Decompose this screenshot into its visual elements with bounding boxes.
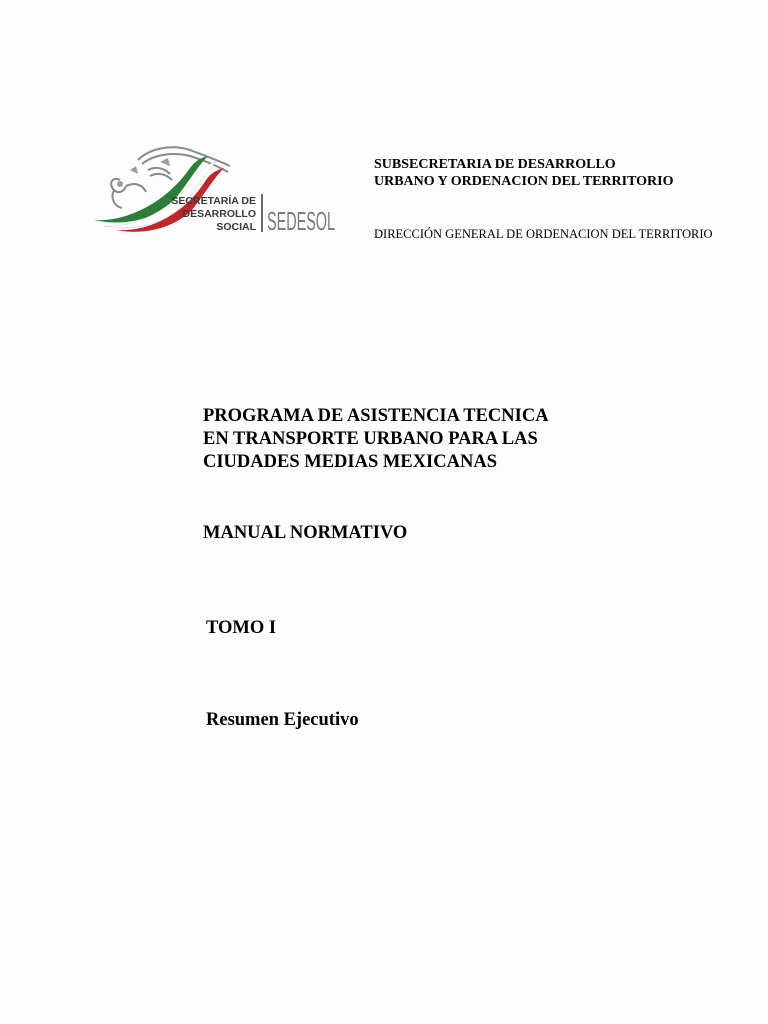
manual-heading: MANUAL NORMATIVO [203, 523, 408, 543]
logo-line1: SECRETARÍA DE [171, 195, 256, 207]
program-title-line3: CIUDADES MEDIAS MEXICANAS [203, 452, 497, 472]
resumen-heading: Resumen Ejecutivo [206, 710, 359, 730]
tomo-heading: TOMO I [206, 618, 277, 638]
program-title [203, 405, 623, 474]
program-title-line1: PROGRAMA DE ASISTENCIA TECNICA [203, 406, 549, 426]
program-title-line2: EN TRANSPORTE URBANO PARA LAS [203, 429, 538, 449]
logo-brand: SEDESOL [267, 206, 335, 236]
subsecretaria-line2: URBANO Y ORDENACION DEL TERRITORIO [374, 174, 674, 189]
subsecretaria-heading [374, 156, 754, 190]
subsecretaria-line1: SUBSECRETARIA DE DESARROLLO [374, 157, 616, 172]
direccion-general: DIRECCIÓN GENERAL DE ORDENACION DEL TERRITORIO [374, 227, 713, 241]
sedesol-logo [90, 140, 340, 240]
logo-line3: SOCIAL [216, 221, 256, 233]
logo-line2: DESARROLLO [182, 208, 256, 220]
